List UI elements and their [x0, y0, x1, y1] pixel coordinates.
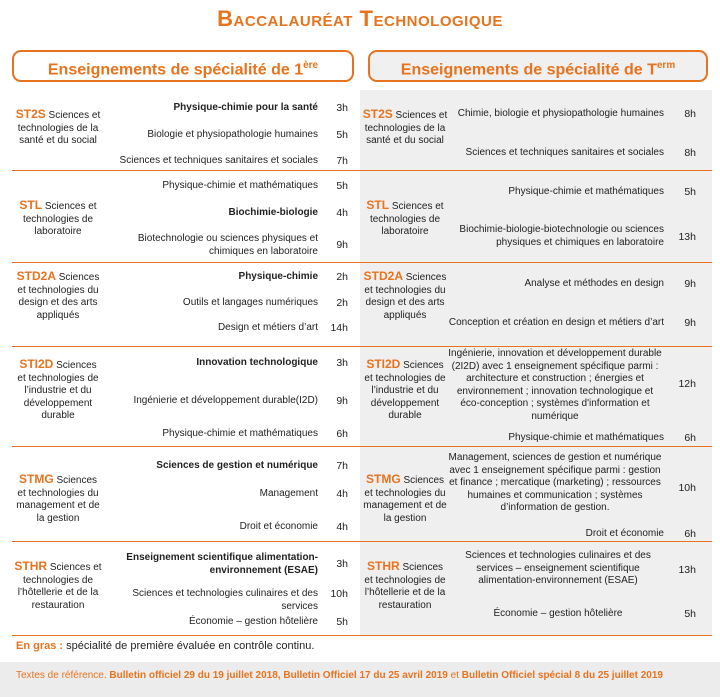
track-code: STD2A	[16, 269, 56, 283]
track-code: STMG	[365, 472, 401, 486]
track-code: STHR	[14, 559, 48, 573]
hours-terminale: 10h	[678, 482, 696, 494]
separator	[12, 541, 712, 542]
subject-premiere: Physique-chimie et mathématiques	[162, 428, 318, 439]
subject-premiere: Physique-chimie pour la santé	[173, 102, 318, 113]
subject-terminale: Droit et économie	[585, 528, 664, 539]
hours-premiere: 7h	[336, 460, 348, 472]
references	[16, 670, 663, 681]
subject-premiere: Biochimie-biologie	[228, 207, 318, 218]
hours-premiere: 5h	[336, 616, 348, 628]
track-label-right	[362, 358, 448, 423]
track-label-left	[14, 358, 102, 423]
subject-terminale: Physique-chimie et mathématiques	[508, 186, 664, 197]
subject-terminale: Économie – gestion hôtelière	[493, 608, 623, 619]
subject-terminale: Analyse et méthodes en design	[524, 278, 664, 289]
track-name: Sciences et technologies du design et des arts appliqués	[17, 272, 100, 321]
subject-terminale: Biochimie-biologie-biotechnologie ou sciences physiques et chimiques en laboratoire	[459, 224, 664, 248]
subject-premiere: Ingénierie et développement durable(I2D)	[133, 395, 318, 406]
hours-premiere: 6h	[336, 428, 348, 440]
track-label-right	[362, 473, 448, 525]
subject-premiere: Physique-chimie	[238, 271, 318, 282]
subject-terminale: Sciences et technologies culinaires et des services – enseignement scientifique alimentation-environnement (ESAE)	[465, 550, 651, 586]
hours-terminale: 9h	[684, 278, 696, 290]
track-label-right	[362, 560, 448, 612]
hours-terminale: 13h	[678, 231, 696, 243]
track-name: Sciences et technologies de la santé et du social	[364, 110, 448, 146]
hours-terminale: 8h	[684, 147, 696, 159]
separator	[12, 346, 712, 347]
subject-premiere: Économie – gestion hôtelière	[189, 616, 318, 627]
hours-premiere: 9h	[336, 395, 348, 407]
references-prefix: Textes de référence.	[16, 670, 107, 681]
hours-premiere: 5h	[336, 129, 348, 141]
hours-premiere: 4h	[336, 521, 348, 533]
track-label-left	[14, 108, 102, 148]
track-code: STMG	[18, 472, 54, 486]
reference-link[interactable]: Bulletin Officiel 17 du 25 avril 2019	[283, 670, 448, 681]
subject-terminale: Conception et création en design et métiers d’art	[448, 317, 664, 328]
hours-terminale: 13h	[678, 564, 696, 576]
subject-premiere: Sciences de gestion et numérique	[156, 460, 318, 471]
header-premiere-label: Enseignements de spécialité de 1	[47, 61, 304, 79]
subject-premiere: Enseignement scientifique alimentation-environnement (ESAE)	[126, 552, 318, 576]
hours-premiere: 4h	[336, 207, 348, 219]
track-code: STL	[366, 198, 390, 212]
header-terminale	[368, 50, 708, 82]
header-premiere	[12, 50, 354, 82]
reference-link[interactable]: Bulletin Officiel spécial 8 du 25 juillet 2019	[461, 670, 663, 681]
subject-premiere: Management	[259, 488, 318, 499]
hours-premiere: 3h	[336, 558, 348, 570]
track-name: Sciences et technologies du design et des arts appliqués	[364, 272, 447, 321]
legend-text: spécialité de première évaluée en contrôle continu.	[66, 640, 315, 652]
track-label-right	[362, 270, 448, 322]
reference-link[interactable]: Bulletin officiel 29 du 19 juillet 2018,	[109, 670, 281, 681]
track-name: Sciences et technologies du management et de la gestion	[16, 475, 100, 524]
subject-premiere: Outils et langages numériques	[182, 297, 318, 308]
subject-terminale: Physique-chimie et mathématiques	[508, 432, 664, 443]
hours-terminale: 5h	[684, 608, 696, 620]
track-label-right	[362, 199, 448, 239]
hours-premiere: 5h	[336, 180, 348, 192]
header-premiere-sup: ère	[303, 60, 319, 71]
subject-premiere: Droit et économie	[239, 521, 318, 532]
hours-premiere: 9h	[336, 239, 348, 251]
legend	[16, 640, 314, 652]
subject-premiere: Innovation technologique	[196, 357, 318, 368]
hours-premiere: 2h	[336, 271, 348, 283]
hours-premiere: 2h	[336, 297, 348, 309]
subject-premiere: Physique-chimie et mathématiques	[162, 180, 318, 191]
header-terminale-label: Enseignements de spécialité de T	[400, 61, 657, 79]
track-code: STL	[19, 198, 43, 212]
legend-key: En gras :	[16, 640, 64, 652]
track-name: Sciences et technologies de l’industrie et du développement durable	[364, 360, 446, 421]
hours-terminale: 6h	[684, 528, 696, 540]
track-name: Sciences et technologies de laboratoire	[369, 201, 444, 237]
subject-premiere: Design et métiers d’art	[217, 322, 318, 333]
subject-premiere: Sciences et techniques sanitaires et sociales	[119, 155, 318, 166]
page-title: Baccalauréat Technologique	[217, 6, 503, 31]
hours-terminale: 9h	[684, 317, 696, 329]
track-name: Sciences et technologies de laboratoire	[22, 201, 97, 237]
subject-terminale: Management, sciences de gestion et numérique avec 1 enseignement spécifique parmi : gestion et finance ; mercatique (marketing) ; ressources humaines et communication ; systèmes d’information de gestion.	[448, 452, 662, 513]
subject-premiere: Biotechnologie ou sciences physiques et chimiques en laboratoire	[137, 233, 318, 257]
hours-terminale: 8h	[684, 108, 696, 120]
track-name: Sciences et technologies du management et de la gestion	[363, 475, 447, 524]
track-code: STHR	[366, 559, 400, 573]
track-label-left	[14, 560, 102, 612]
hours-premiere: 14h	[330, 322, 348, 334]
hours-terminale: 12h	[678, 378, 696, 390]
separator	[12, 446, 712, 447]
hours-premiere: 7h	[336, 155, 348, 167]
subject-premiere: Biologie et physiopathologie humaines	[147, 129, 318, 140]
separator	[12, 170, 712, 171]
track-code: ST2S	[362, 107, 393, 121]
track-name: Sciences et technologies de l’hôtellerie et de la restauration	[17, 562, 102, 611]
hours-terminale: 6h	[684, 432, 696, 444]
hours-premiere: 4h	[336, 488, 348, 500]
track-label-right	[362, 108, 448, 148]
subject-terminale: Chimie, biologie et physiopathologie humaines	[457, 108, 664, 119]
separator	[12, 635, 712, 636]
hours-terminale: 5h	[684, 186, 696, 198]
separator	[12, 262, 712, 263]
subject-terminale: Sciences et techniques sanitaires et sociales	[465, 147, 664, 158]
references-and: et	[450, 670, 459, 681]
track-code: STI2D	[19, 357, 54, 371]
hours-premiere: 3h	[336, 102, 348, 114]
hours-premiere: 10h	[330, 588, 348, 600]
track-code: STD2A	[363, 269, 403, 283]
track-code: ST2S	[15, 107, 46, 121]
track-name: Sciences et technologies de l’industrie et du développement durable	[17, 360, 99, 421]
track-label-left	[14, 270, 102, 322]
subject-premiere: Sciences et technologies culinaires et des services	[132, 588, 318, 612]
subject-terminale: Ingénierie, innovation et développement durable (2I2D) avec 1 enseignement spécifique parmi : architecture et construction ; énergies et environnement ; innovation technologique et éco-conception ; systèmes d'information et numérique	[448, 348, 662, 422]
track-label-left	[14, 473, 102, 525]
hours-premiere: 3h	[336, 357, 348, 369]
track-code: STI2D	[366, 357, 401, 371]
track-label-left	[14, 199, 102, 239]
header-terminale-sup: erm	[656, 60, 676, 71]
track-name: Sciences et technologies de la santé et du social	[17, 110, 101, 146]
track-name: Sciences et technologies de l’hôtellerie et de la restauration	[364, 562, 446, 611]
